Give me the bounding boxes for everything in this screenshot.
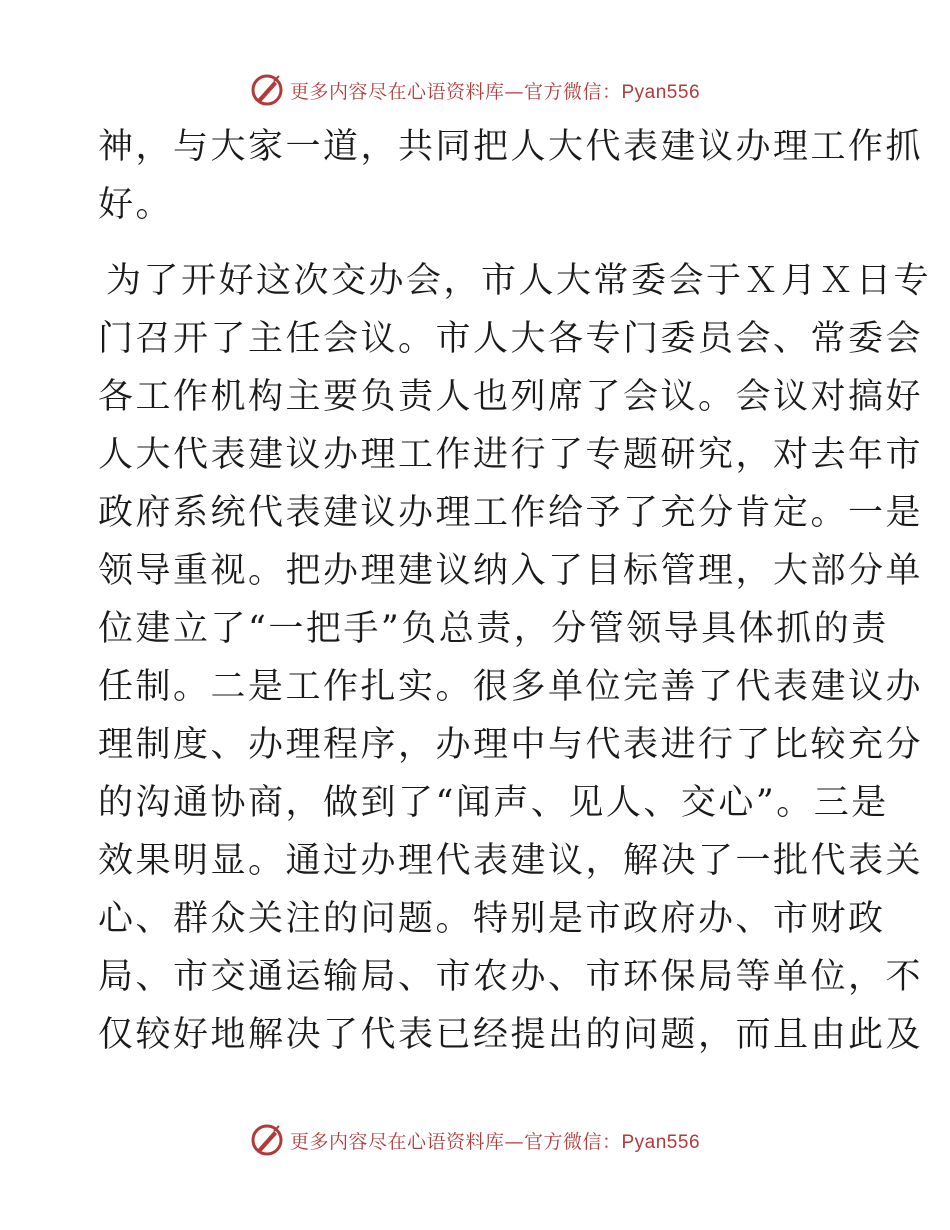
- banner-main-text: 更多内容尽在心语资料库: [289, 1130, 505, 1153]
- text-line: 理制度、办理程序，办理中与代表进行了比较充分: [98, 725, 924, 765]
- quill-pen-logo-icon: [250, 73, 284, 107]
- banner-main-text: 更多内容尽在心语资料库: [289, 80, 505, 103]
- text-line: 位建立了“一把手”负总责，分管领导具体抓的责: [98, 609, 889, 649]
- banner-wechat-label: 官方微信：: [523, 80, 622, 103]
- text-line: 仅较好地解决了代表已经提出的问题，而且由此及: [98, 1015, 924, 1055]
- text-line: 门召开了主任会议。市人大各专门委员会、常委会: [98, 319, 924, 359]
- banner-wechat-id: Pyan556: [621, 1131, 701, 1153]
- text-line: 领导重视。把办理建议纳入了目标管理，大部分单: [98, 551, 924, 591]
- text-line: 各工作机构主要负责人也列席了会议。会议对搞好: [98, 377, 924, 417]
- banner-dash: —: [504, 1130, 524, 1153]
- quill-pen-logo-icon: [250, 1123, 284, 1157]
- text-line: 人大代表建议办理工作进行了专题研究，对去年市: [98, 435, 924, 475]
- document-body: [98, 118, 932, 1064]
- banner-text: [290, 77, 700, 104]
- text-line: 神，与大家一道，共同把人大代表建议办理工作抓: [98, 127, 924, 167]
- paragraph-1: [98, 118, 924, 234]
- text-line: 局、市交通运输局、市农办、市环保局等单位，不: [98, 957, 924, 997]
- text-line: 心、群众关注的问题。特别是市政府办、市财政: [98, 899, 886, 939]
- text-line: 的沟通协商，做到了“闻声、见人、交心”。三是: [98, 783, 889, 823]
- footer-banner: [0, 1120, 950, 1160]
- text-line: 任制。二是工作扎实。很多单位完善了代表建议办: [98, 667, 924, 707]
- banner-wechat-id: Pyan556: [621, 81, 701, 103]
- text-line: 效果明显。通过办理代表建议，解决了一批代表关: [98, 841, 924, 881]
- text-line: 为了开好这次交办会，市人大常委会于Ｘ月Ｘ日专: [106, 261, 932, 301]
- header-banner: [0, 70, 950, 110]
- paragraph-2: [98, 252, 932, 1064]
- text-line: 好。: [98, 185, 174, 225]
- banner-wechat-label: 官方微信：: [523, 1130, 622, 1153]
- banner-dash: —: [504, 80, 524, 103]
- banner-text: [290, 1127, 700, 1154]
- text-line: 政府系统代表建议办理工作给予了充分肯定。一是: [98, 493, 924, 533]
